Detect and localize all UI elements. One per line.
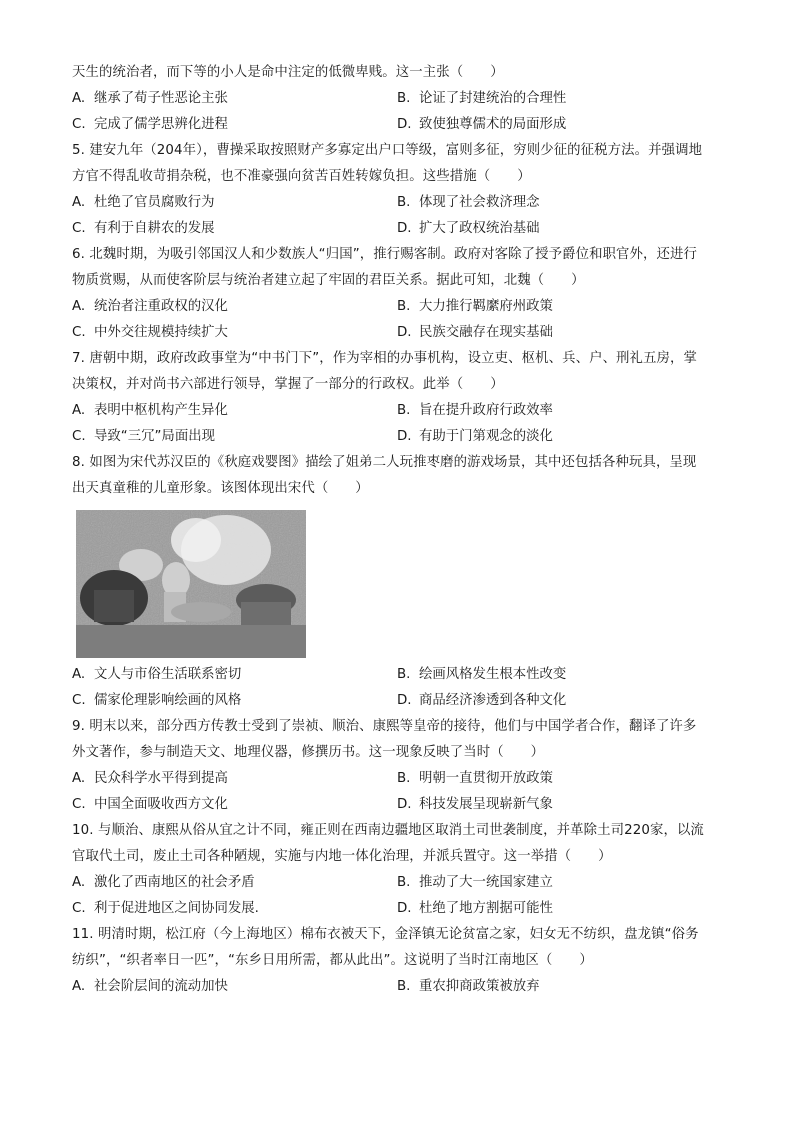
option-b[interactable]	[397, 666, 566, 684]
question-text-line	[72, 718, 732, 736]
option-key: C.	[72, 325, 86, 340]
option-b[interactable]	[397, 770, 553, 788]
question-stem: 决策权，并对尚书六部进行领导，掌握了一部分的行政权。此举（ ）	[72, 377, 504, 392]
question-stem: 明清时期，松江府（今上海地区）棉布衣被天下，金泽镇无论贫富之家，妇女无不纺织，盘龙镇“俗务	[97, 927, 699, 942]
question-text-line	[72, 168, 732, 186]
option-text: 科技发展呈现崭新气象	[419, 797, 553, 812]
option-d[interactable]	[397, 428, 553, 446]
option-text: 完成了儒学思辨化进程	[94, 117, 228, 132]
option-text: 导致“三冗”局面出现	[94, 429, 215, 444]
question-text-line	[72, 926, 732, 944]
question-stem: 纺织”，“织者率日一匹”，“东乡日用所需，都从此出”。这说明了当时江南地区（ ）	[72, 953, 593, 968]
question-stem: 物质赏赐，从而使客阶层与统治者建立起了牢固的君臣关系。据此可知，北魏（ ）	[72, 273, 585, 288]
option-key: B.	[397, 195, 411, 210]
option-b[interactable]	[397, 90, 566, 108]
option-key: C.	[72, 429, 86, 444]
option-key: D.	[397, 429, 412, 444]
option-text: 明朝一直贯彻开放政策	[419, 771, 553, 786]
question-text-line	[72, 454, 732, 472]
question-stem: 官取代土司，废止土司各种陋规，实施与内地一体化治理，并派兵置守。这一举措（ ）	[72, 849, 612, 864]
option-text: 绘画风格发生根本性改变	[419, 667, 567, 682]
option-key: A.	[72, 875, 86, 890]
question-number: 8.	[72, 455, 85, 470]
option-text: 推动了大一统国家建立	[419, 875, 553, 890]
question-stem: 外文著作，参与制造天文、地理仪器，修撰历书。这一现象反映了当时（ ）	[72, 745, 545, 760]
option-d[interactable]	[397, 900, 553, 918]
option-key: B.	[397, 299, 411, 314]
option-c[interactable]	[72, 428, 215, 446]
option-key: D.	[397, 221, 412, 236]
option-a[interactable]	[72, 770, 228, 788]
option-a[interactable]	[72, 978, 228, 996]
question-text-line	[72, 744, 732, 762]
option-c[interactable]	[72, 116, 228, 134]
option-b[interactable]	[397, 298, 553, 316]
option-text: 商品经济渗透到各种文化	[419, 693, 567, 708]
option-key: B.	[397, 667, 411, 682]
option-text: 中国全面吸收西方文化	[94, 797, 228, 812]
question-text-line	[72, 480, 732, 498]
option-text: 大力推行羁縻府州政策	[419, 299, 553, 314]
option-text: 杜绝了官员腐败行为	[94, 195, 215, 210]
option-key: B.	[397, 91, 411, 106]
option-key: A.	[72, 91, 86, 106]
question-text-line	[72, 246, 732, 264]
option-key: B.	[397, 403, 411, 418]
painting-image	[76, 510, 306, 658]
option-d[interactable]	[397, 796, 553, 814]
option-key: C.	[72, 693, 86, 708]
option-text: 杜绝了地方割据可能性	[419, 901, 553, 916]
question-text-line	[72, 848, 732, 866]
option-c[interactable]	[72, 796, 228, 814]
question-text-line	[72, 376, 732, 394]
option-b[interactable]	[397, 194, 540, 212]
option-text: 重农抑商政策被放弃	[419, 979, 540, 994]
question-stem: 建安九年（204年），曹操采取按照财产多寡定出户口等级，富则多征，穷则少征的征税方法。并强调地	[89, 143, 703, 158]
question-stem: 唐朝中期，政府改政事堂为“中书门下”，作为宰相的办事机构，设立吏、枢机、兵、户、刑礼五房，掌	[89, 351, 698, 366]
option-text: 继承了荀子性恶论主张	[94, 91, 228, 106]
question-number: 11.	[72, 927, 94, 942]
option-a[interactable]	[72, 402, 228, 420]
option-text: 统治者注重政权的汉化	[94, 299, 228, 314]
option-text: 论证了封建统治的合理性	[419, 91, 567, 106]
option-text: 有利于自耕农的发展	[94, 221, 215, 236]
option-text: 社会阶层间的流动加快	[94, 979, 228, 994]
option-text: 体现了社会救济理念	[419, 195, 540, 210]
question-number: 9.	[72, 719, 85, 734]
option-key: A.	[72, 667, 86, 682]
question-text-line	[72, 272, 732, 290]
option-key: B.	[397, 771, 411, 786]
question-number: 10.	[72, 823, 94, 838]
option-b[interactable]	[397, 402, 553, 420]
option-text: 文人与市俗生活联系密切	[94, 667, 242, 682]
option-d[interactable]	[397, 324, 553, 342]
option-b[interactable]	[397, 874, 553, 892]
option-a[interactable]	[72, 298, 228, 316]
option-text: 利于促进地区之间协同发展.	[94, 901, 259, 916]
option-text: 有助于门第观念的淡化	[419, 429, 553, 444]
option-c[interactable]	[72, 900, 259, 918]
option-c[interactable]	[72, 220, 215, 238]
option-text: 激化了西南地区的社会矛盾	[94, 875, 255, 890]
option-d[interactable]	[397, 692, 566, 710]
option-key: A.	[72, 979, 86, 994]
question-stem: 北魏时期，为吸引邻国汉人和少数族人“归国”，推行赐客制。政府对客除了授予爵位和职官外，还进行	[89, 247, 698, 262]
option-c[interactable]	[72, 692, 241, 710]
question-text-line	[72, 142, 732, 160]
option-key: A.	[72, 771, 86, 786]
option-text: 儒家伦理影响绘画的风格	[94, 693, 242, 708]
option-key: C.	[72, 117, 86, 132]
option-key: D.	[397, 693, 412, 708]
option-text: 民族交融存在现实基础	[419, 325, 553, 340]
option-a[interactable]	[72, 874, 255, 892]
option-text: 民众科学水平得到提高	[94, 771, 228, 786]
option-key: B.	[397, 875, 411, 890]
question-stem: 明末以来，部分西方传教士受到了崇祯、顺治、康熙等皇帝的接待，他们与中国学者合作，翻译了许多	[89, 719, 697, 734]
option-key: C.	[72, 221, 86, 236]
question-stem: 方官不得乱收苛捐杂税，也不准豪强向贫苦百姓转嫁负担。这些措施（ ）	[72, 169, 531, 184]
option-key: C.	[72, 797, 86, 812]
option-text: 中外交往规模持续扩大	[94, 325, 228, 340]
option-key: A.	[72, 195, 86, 210]
option-b[interactable]	[397, 978, 540, 996]
option-c[interactable]	[72, 324, 228, 342]
option-text: 表明中枢机构产生异化	[94, 403, 228, 418]
option-text: 旨在提升政府行政效率	[419, 403, 553, 418]
option-key: A.	[72, 403, 86, 418]
question-text-line: 天生的统治者，而下等的小人是命中注定的低微卑贱。这一主张（ ）	[72, 65, 504, 80]
option-d[interactable]	[397, 220, 540, 238]
question-text-line	[72, 952, 732, 970]
question-number: 6.	[72, 247, 85, 262]
painting-figure	[76, 510, 306, 658]
question-stem: 出天真童稚的儿童形象。该图体现出宋代（ ）	[72, 481, 369, 496]
option-key: D.	[397, 117, 412, 132]
option-key: D.	[397, 901, 412, 916]
question-number: 7.	[72, 351, 85, 366]
option-key: D.	[397, 325, 412, 340]
option-a[interactable]	[72, 666, 241, 684]
option-a[interactable]	[72, 194, 215, 212]
option-key: D.	[397, 797, 412, 812]
question-stem: 与顺治、康熙从俗从宜之计不同，雍正则在西南边疆地区取消土司世袭制度，并革除土司220家，以流	[97, 823, 704, 838]
question-text-line	[72, 350, 732, 368]
option-d[interactable]	[397, 116, 566, 134]
question-stem: 如图为宋代苏汉臣的《秋庭戏婴图》描绘了姐弟二人玩推枣磨的游戏场景，其中还包括各种玩具，呈现	[89, 455, 697, 470]
option-key: A.	[72, 299, 86, 314]
question-number: 5.	[72, 143, 85, 158]
option-text: 扩大了政权统治基础	[419, 221, 540, 236]
option-key: B.	[397, 979, 411, 994]
option-a[interactable]	[72, 90, 228, 108]
option-text: 致使独尊儒术的局面形成	[419, 117, 567, 132]
question-text-line	[72, 822, 732, 840]
option-key: C.	[72, 901, 86, 916]
